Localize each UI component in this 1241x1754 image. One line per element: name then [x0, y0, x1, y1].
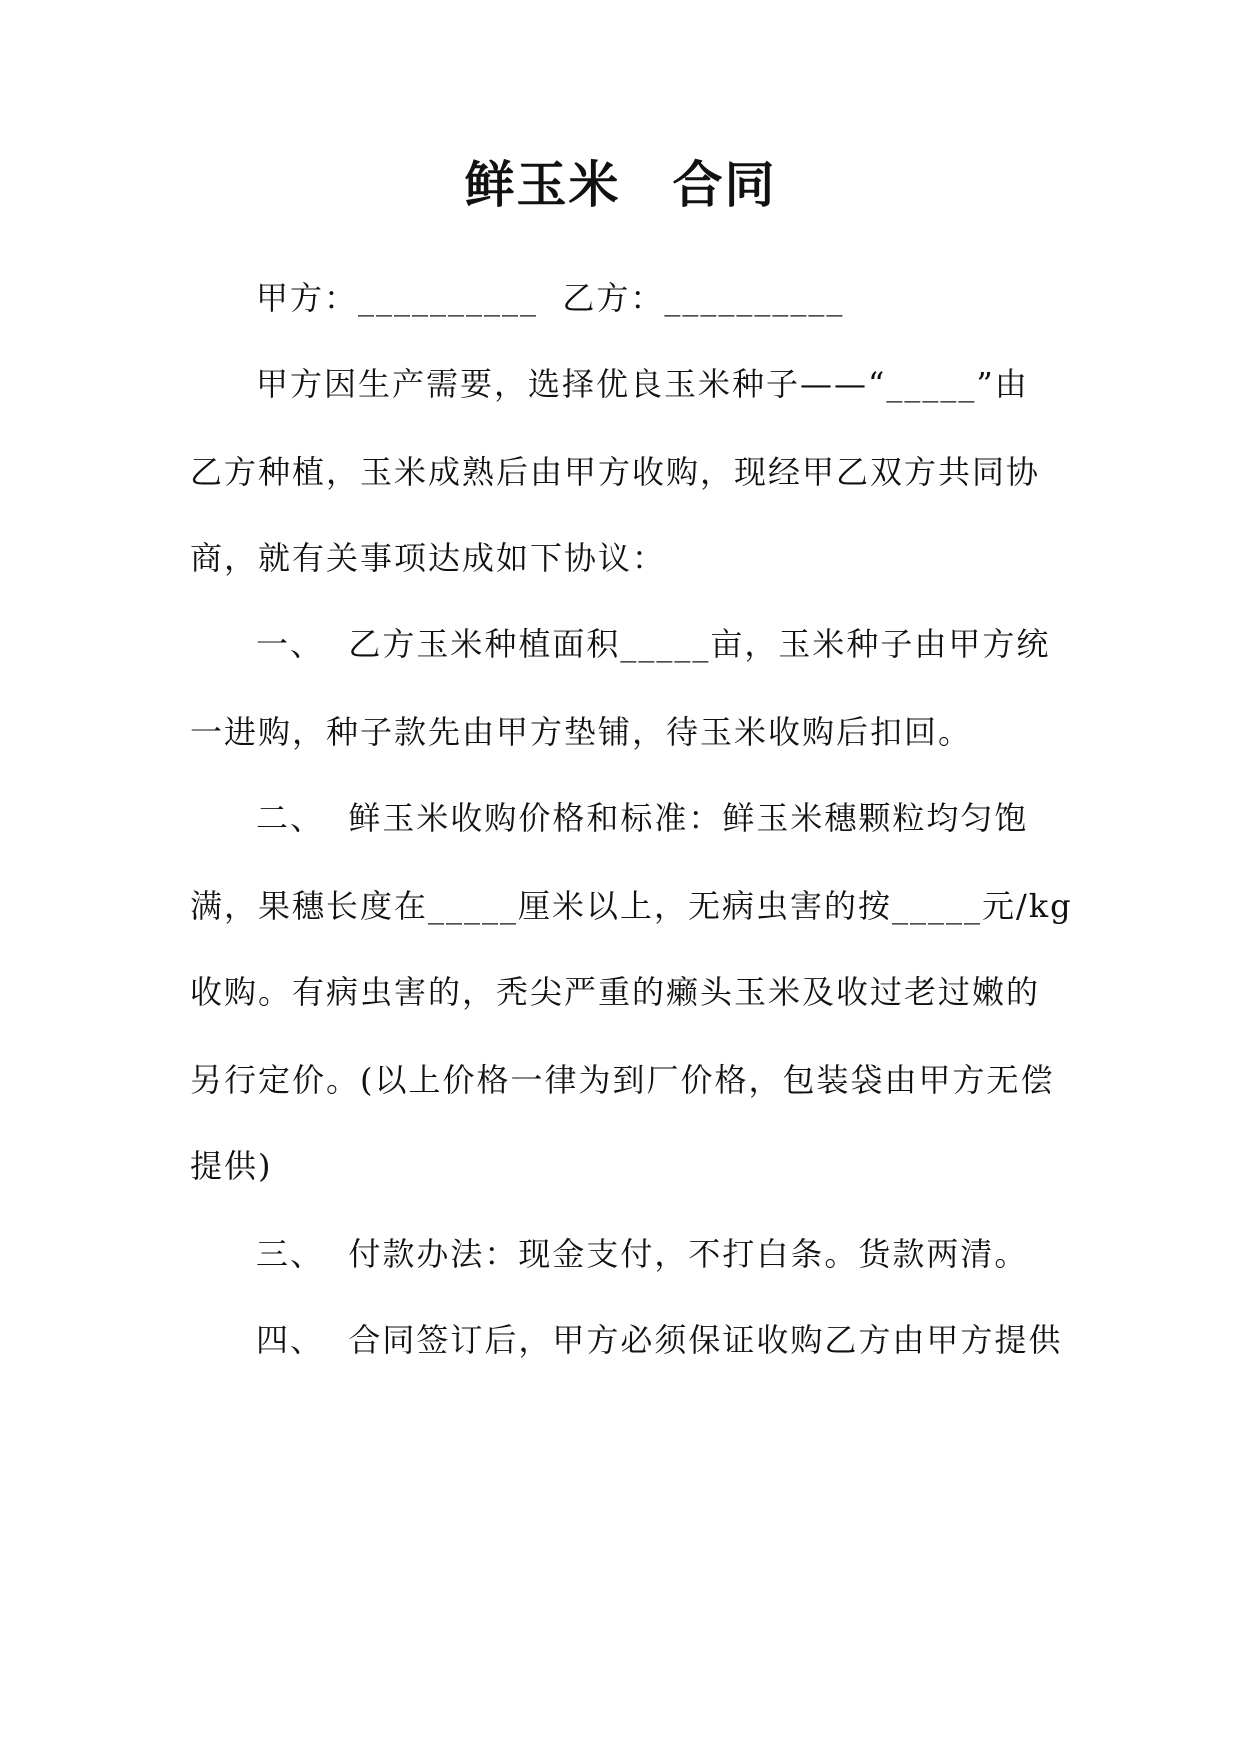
clause-3-line: 三、 付款办法：现金支付，不打白条。货款两清。 — [256, 1235, 1029, 1273]
paragraph-line: 甲方因生产需要，选择优良玉米种子——“_____”由 — [256, 365, 1029, 403]
document-title: 鲜玉米 合同 — [464, 155, 777, 214]
paragraph-line: 乙方种植，玉米成熟后由甲方收购，现经甲乙双方共同协 — [190, 453, 1041, 491]
parties-line: 甲方：__________ 乙方：__________ — [256, 279, 845, 317]
clause-4-line: 四、 合同签订后，甲方必须保证收购乙方由甲方提供 — [256, 1321, 1063, 1359]
clause-1-line: 一进购，种子款先由甲方垫铺，待玉米收购后扣回。 — [190, 713, 973, 751]
clause-2-line: 满，果穗长度在_____厘米以上，无病虫害的按_____元/kg — [190, 887, 1073, 925]
clause-1-line: 一、 乙方玉米种植面积_____亩，玉米种子由甲方统 — [256, 625, 1051, 663]
paragraph-line: 商，就有关事项达成如下协议： — [190, 539, 667, 577]
clause-2-line: 收购。有病虫害的，秃尖严重的癞头玉米及收过老过嫩的 — [190, 973, 1041, 1011]
clause-2-line: 二、 鲜玉米收购价格和标准：鲜玉米穗颗粒均匀饱 — [256, 799, 1029, 837]
clause-2-line: 另行定价。(以上价格一律为到厂价格，包装袋由甲方无偿 — [190, 1061, 1055, 1099]
clause-2-line: 提供) — [190, 1147, 273, 1185]
